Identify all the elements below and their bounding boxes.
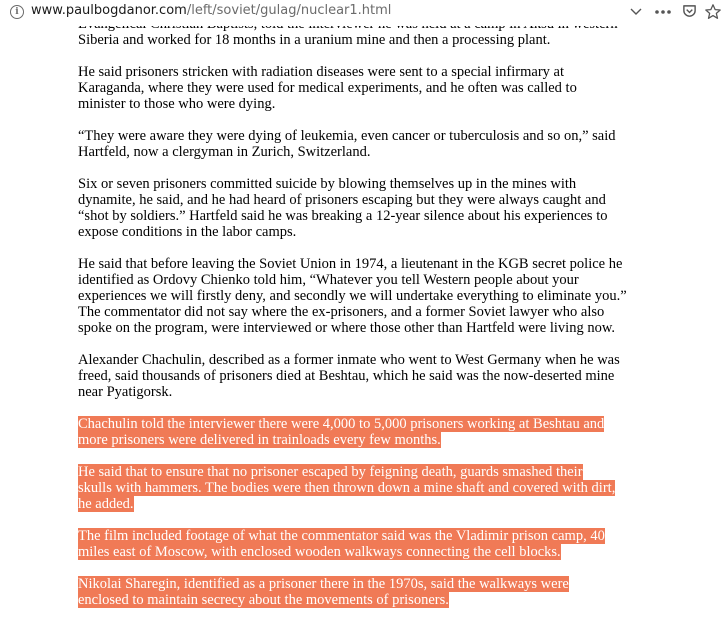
highlighted-text: Chachulin told the interviewer there were 4,000 to 5,000 prisoners working at Beshtau and more prisoners were delivered in trainloads every few months. bbox=[78, 416, 605, 448]
highlighted-text: The film included footage of what the commentator said was the Vladimir prison camp, 40 miles east of Moscow, with enclosed wooden walkways connecting the cell blocks. bbox=[78, 528, 605, 560]
highlighted-paragraph bbox=[78, 416, 698, 448]
address-bar[interactable] bbox=[0, 0, 723, 26]
highlighted-text: He said that to ensure that no prisoner escaped by feigning death, guards smashed their skulls with hammers. The bodies were then thrown down a mine shaft and covered with dirt, he added. bbox=[78, 464, 616, 512]
url-text[interactable] bbox=[31, 3, 391, 18]
url-host: www.paulbogdanor.com bbox=[31, 3, 187, 18]
more-icon[interactable] bbox=[653, 6, 673, 18]
highlighted-paragraph bbox=[78, 528, 698, 560]
info-icon[interactable]: i bbox=[10, 5, 24, 19]
article-body bbox=[78, 16, 698, 619]
paragraph: Siberia and worked for 18 months in a uranium mine and then a processing plant. bbox=[78, 32, 551, 48]
highlighted-paragraph bbox=[78, 464, 698, 512]
highlighted-paragraph bbox=[78, 576, 698, 608]
url-path: /left/soviet/gulag/nuclear1.html bbox=[186, 3, 392, 18]
pocket-icon[interactable] bbox=[682, 4, 697, 19]
paragraph: Alexander Chachulin, described as a former inmate who went to West Germany when he was freed, said thousands of prisoners died at Beshtau, which he said was the now-deserted mine near Pyatigorsk. bbox=[78, 352, 620, 400]
paragraph: “They were aware they were dying of leukemia, even cancer or tuberculosis and so on,” said Hartfeld, now a clergyman in Zurich, Switzerland. bbox=[78, 128, 616, 160]
chevron-down-icon[interactable] bbox=[629, 6, 643, 18]
paragraph: He said prisoners stricken with radiation diseases were sent to a special infirmary at Karaganda, where they were used for medical experiments, and he often was called to minister to those who were dying. bbox=[78, 64, 577, 112]
highlighted-text: Nikolai Sharegin, identified as a prisoner there in the 1970s, said the walkways were enclosed to maintain secrecy about the movements of prisoners. bbox=[78, 576, 569, 608]
star-icon[interactable] bbox=[704, 3, 722, 21]
paragraph: He said that before leaving the Soviet Union in 1974, a lieutenant in the KGB secret police he identified as Ordovy Chienko told him, “Whatever you tell Western people about your experiences we will firstly deny, and secondly we will undertake everything to eliminate you.” The commentator did not say where the ex-prisoners, and a former Soviet lawyer who also spoke on the program, were interviewed or where those other than Hartfeld were living now. bbox=[78, 256, 627, 336]
paragraph: Six or seven prisoners committed suicide by blowing themselves up in the mines with dynamite, he said, and he had heard of prisoners escaping but they were always caught and “shot by soldiers.” Hartfeld said he was breaking a 12-year silence about his experiences to expose conditions in the labor camps. bbox=[78, 176, 608, 240]
